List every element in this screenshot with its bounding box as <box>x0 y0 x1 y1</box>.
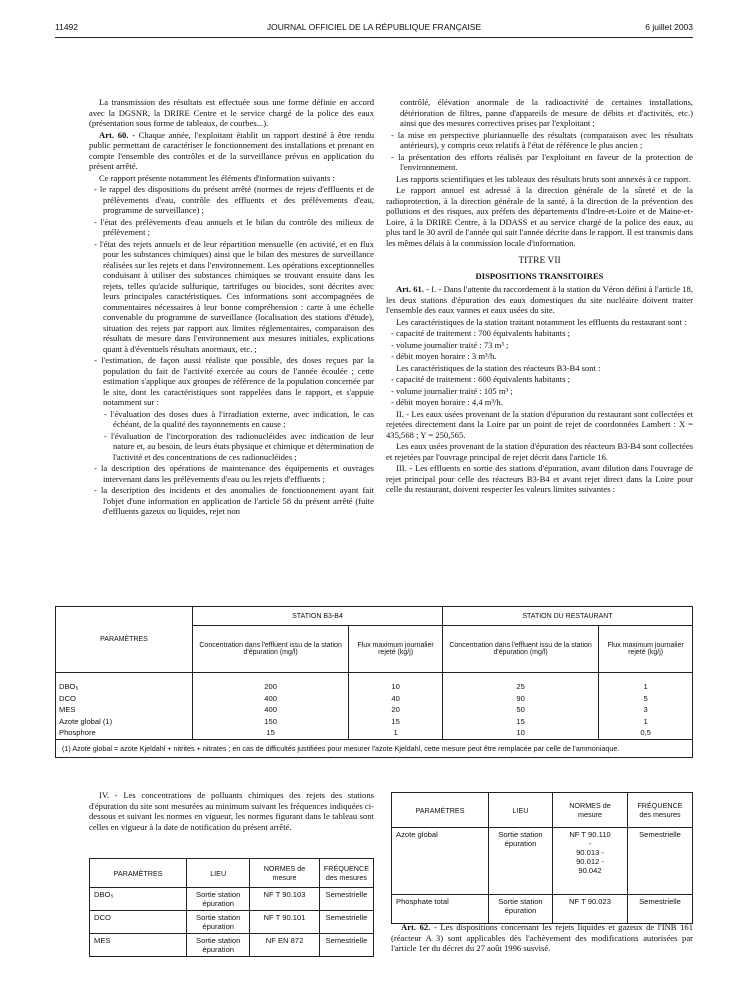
param-header: PARAMÈTRES <box>56 607 193 673</box>
frequency-table-2 <box>391 792 693 924</box>
norme-value: 90.012 - <box>576 857 604 866</box>
group-header-restaurant: STATION DU RESTAURANT <box>442 607 692 626</box>
value-cell: 150 <box>193 716 349 728</box>
freq-cell: Semestrielle <box>628 895 693 924</box>
norme-value: NF T 90.110 <box>569 830 611 839</box>
report-items-list-cont <box>386 130 693 173</box>
list-item: - volume journalier traité : 73 m³ ; <box>391 339 509 350</box>
lieu-cell: Sortie station épuration <box>489 895 553 924</box>
value-cell: 15 <box>349 716 443 728</box>
article-label: Art. 61. <box>396 284 424 294</box>
norme-cell: NF T 90.023 <box>553 895 628 924</box>
article-text: - Chaque année, l'exploitant établit un rapport destiné à être rendu public permettant de caractériser le fonctionnement des installations et prenant en compte l'ensemble des contrôles et de la surveillance prévus en application du présent arrêté. <box>89 129 374 171</box>
lieu-cell: Sortie station épuration <box>187 934 250 957</box>
value-cell: 15 <box>193 727 349 739</box>
norme-value: - <box>588 839 592 848</box>
sub-list-item: - l'évaluation des doses dues à l'irradiation externe, avec indication, le cas échéant, de la qualité des rayonnements en cause ; <box>104 408 374 429</box>
value-cell: 50 <box>442 704 598 716</box>
conc-header: Concentration dans l'effluent issu de la station d'épuration (mg/l) <box>193 626 349 673</box>
article-60 <box>89 130 374 172</box>
norme-cell: NF T 90.103 <box>250 888 320 911</box>
param-cell: DBO₅ <box>56 681 193 693</box>
flux-header: Flux maximum journalier rejeté (kg/j) <box>599 626 693 673</box>
value-cell: 400 <box>193 693 349 705</box>
b3b4-station-list <box>386 374 693 408</box>
value-cell: 20 <box>349 704 443 716</box>
journal-title: JOURNAL OFFICIEL DE LA RÉPUBLIQUE FRANÇAISE <box>266 22 482 32</box>
list-item: - la présentation des efforts réalisés par l'exploitant en faveur de la protection de l'environnement. <box>391 151 693 172</box>
header-rule <box>55 37 693 38</box>
article-label: Art. 60. <box>99 129 129 140</box>
list-item: - le rappel des dispositions du présent arrêté (normes de rejets d'effluents et de prélèvements d'eau, contrôle des effluents et des prélèvements d'eau, programme de surveillance) ; <box>94 184 374 215</box>
limits-table <box>55 606 693 758</box>
param-cell: Azote global <box>392 828 489 895</box>
lieu-header: LIEU <box>489 793 553 828</box>
param-cell: Azote global (1) <box>56 716 193 728</box>
param-cell: DBO₅ <box>90 888 187 911</box>
value-cell: 200 <box>193 681 349 693</box>
table-row <box>56 727 693 739</box>
value-cell: 3 <box>599 704 693 716</box>
norme-cell: NF T 90.101 <box>250 911 320 934</box>
list-item: - la mise en perspective pluriannuelle des résultats (comparaison avec les résultats antérieurs), y compris ceux relatifs à l'état de référence le plus ancien ; <box>391 129 693 150</box>
section-iv <box>89 790 374 833</box>
paragraph: Les rapports scientifiques et les tableaux des résultats bruts sont annexés à ce rapport. <box>396 173 691 184</box>
table-row <box>392 895 693 924</box>
normes-header: NORMES de mesure <box>250 859 320 888</box>
paragraph: Les eaux usées provenant de la station d'épuration des réacteurs B3-B4 sont collectées et rejetées par l'ouvrage principal de rejet décrit dans l'article 16. <box>386 441 693 462</box>
paragraph: III. - Les effluents en sortie des stations d'épuration, avant dilution dans l'ouvrage de rejet principal pour celle des réacteurs B3-B4 et avant rejet direct dans la Loire pour celle du restaurant, doivent respecter les valeurs limites suivantes : <box>386 463 693 494</box>
list-item: - capacité de traitement : 700 équivalents habitants ; <box>391 328 570 338</box>
table-row <box>90 934 374 957</box>
lieu-header: LIEU <box>187 859 250 888</box>
article-label: Art. 62. <box>401 922 431 932</box>
list-item: - l'état des rejets annuels et de leur répartition mensuelle (en activité, et en flux pour les substances chimiques) ainsi que le bilan des mesures de surveillance réalisées sur les rejets et dans l'environnement. Les opérations exceptionnelles conduisant à utiliser des substances chimiques se trouvant ensuite dans les rejets, telles qu'acide sulfurique, tartrifuges ou biocides, sont décrites avec leurs principales caractéristiques. Ces informations sont accompagnées de commentaires nécessaires à leur bonne compréhension : carte à une échelle convenable du programme de surveillance (localisation des stations d'étude), situation des rejets par rapport aux limites réglementaires, comparaison des résultats de mesure dans l'environnement aux mesures initiales, explications quant à d'éventuels résultats anormaux, etc. ; <box>94 238 374 354</box>
right-column <box>386 97 693 496</box>
list-item: - volume journalier traité : 105 m³ ; <box>391 385 513 396</box>
freq-cell: Semestrielle <box>628 828 693 895</box>
value-cell: 10 <box>349 681 443 693</box>
issue-date: 6 juillet 2003 <box>645 22 693 32</box>
paragraph: Le rapport annuel est adressé à la direction générale de la sûreté et de la radioprotection, à la direction générale de la santé, à la direction de la prévention des pollutions et des risques, aux préfets des départements d'Indre-et-Loire et de Maine-et-Loire, à la DRIRE Centre, à la DDASS et au service chargé de la police des eaux, au plus tard le 30 avril de l'année qui suit l'année décrite dans le rapport. Il est transmis dans les mêmes délais à la commission locale d'information. <box>386 185 693 248</box>
paragraph: Les caractéristiques de la station traitant notamment les effluents du restaurant sont : <box>396 316 687 327</box>
table-row <box>90 888 374 911</box>
lieu-cell: Sortie station épuration <box>187 888 250 911</box>
article-61 <box>386 284 693 316</box>
list-item: - la description des incidents et des anomalies de fonctionnement ayant fait l'objet d'une information en application de l'article 58 du présent arrêté (fuite d'effluents gazeux ou liquides, rejet non <box>94 485 374 516</box>
section-subtitle: DISPOSITIONS TRANSITOIRES <box>475 270 604 281</box>
normes-header: NORMES de mesure <box>553 793 628 828</box>
param-cell: Phosphore <box>56 727 193 739</box>
lieu-cell: Sortie station épuration <box>187 911 250 934</box>
article-text: - I. - Dans l'attente du raccordement à la station du Véron défini à l'article 18, les deux stations d'épuration des eaux domestiques du site nucléaire doivent traiter l'ensemble des eaux vannes et eaux usées du site. <box>386 284 694 315</box>
value-cell: 10 <box>442 727 598 739</box>
paragraph: IV. - Les concentrations de polluants chimiques des rejets des stations d'épuration du site sont mesurées au minimum suivant les fréquences indiquées ci-dessous et suivant les normes en vigueur, les normes figurant dans le tableau sont celles en vigueur à la date de notification du présent arrêté. <box>89 790 374 832</box>
restaurant-station-list <box>386 328 693 362</box>
norme-value: 90.042 <box>578 866 602 875</box>
value-cell: 1 <box>349 727 443 739</box>
report-items-list <box>89 184 374 517</box>
table-row <box>90 911 374 934</box>
table-row <box>56 681 693 693</box>
norme-cell: NF EN 872 <box>250 934 320 957</box>
param-header: PARAMÈTRES <box>90 859 187 888</box>
value-cell: 1 <box>599 681 693 693</box>
paragraph: La transmission des résultats est effectuée sous une forme définie en accord avec la DGSNR, la DRIRE Centre et le service chargé de la police des eaux (présentation sous forme de tableaux, de courbes...). <box>89 97 374 128</box>
norme-cell <box>553 828 628 895</box>
lieu-cell: Sortie station épuration <box>489 828 553 895</box>
value-cell: 90 <box>442 693 598 705</box>
left-column <box>89 97 374 518</box>
page-number: 11492 <box>55 22 79 32</box>
article-text: - Les dispositions concernant les rejets liquides et gazeux de l'INB 161 (réacteur A 3) sont applicables dès l'achèvement des modifications autorisées par l'article 1er du décret du 27 août 1996 susvisé. <box>391 922 693 953</box>
paragraph: contrôlé, élévation anormale de la radioactivité de certaines installations, détérioration de filtres, panne d'appareils de mesure de débits et d'activités, etc.) ainsi que des mesures correctives prises par l'exploitant ; <box>400 97 693 128</box>
paragraph: II. - Les eaux usées provenant de la station d'épuration du restaurant sont collectées et rejetées directement dans la Loire par un point de rejet de coordonnées Lambert : X = 435,568 ; Y = 250,565. <box>386 408 693 440</box>
list-item: - l'estimation, de façon aussi réaliste que possible, des doses reçues par la population du fait de l'activité exercée au cours de l'année écoulée ; cette estimation s'applique aux groupes de référence de la population concernée par le site, dont les caractéristiques sont rappelées dans le rapport, et s'appuie notamment sur : <box>94 355 374 407</box>
value-cell: 5 <box>599 693 693 705</box>
flux-header: Flux maximum journalier rejeté (kg/j) <box>349 626 443 673</box>
title-vii: TITRE VII <box>518 256 561 266</box>
conc-header: Concentration dans l'effluent issu de la station d'épuration (mg/l) <box>442 626 598 673</box>
value-cell: 1 <box>599 716 693 728</box>
paragraph: Ce rapport présente notamment les éléments d'information suivants : <box>99 172 335 183</box>
list-item: - capacité de traitement : 600 équivalents habitants ; <box>391 374 570 384</box>
norme-value: 90.013 - <box>576 848 604 857</box>
value-cell: 15 <box>442 716 598 728</box>
table-footnote: (1) Azote global = azote Kjeldahl + nitrites + nitrates ; en cas de difficultés justifiées pour mesurer l'azote Kjeldahl, cette mesure peut être remplacée par celle de l'ammoniaque. <box>56 739 693 757</box>
param-cell: MES <box>56 704 193 716</box>
table-row <box>56 704 693 716</box>
param-cell: MES <box>90 934 187 957</box>
list-item: - débit moyen horaire : 4,4 m³/h. <box>391 397 503 407</box>
list-item: - débit moyen horaire : 3 m³/h. <box>391 351 497 361</box>
value-cell: 0,5 <box>599 727 693 739</box>
paragraph: Les caractéristiques de la station des réacteurs B3-B4 sont : <box>396 362 601 373</box>
freq-header: FRÉQUENCE des mesures <box>319 859 373 888</box>
table-row <box>56 716 693 728</box>
param-cell: DCO <box>56 693 193 705</box>
frequency-table-1 <box>89 858 374 957</box>
article-62 <box>391 922 693 954</box>
table-row <box>56 693 693 705</box>
param-cell: Phosphate total <box>392 895 489 924</box>
param-header: PARAMÈTRES <box>392 793 489 828</box>
article-62-block <box>391 922 693 955</box>
list-item: - la description des opérations de maintenance des équipements et ouvrages intervenant dans les prélèvements d'eau ou les rejets d'effluents ; <box>94 463 374 484</box>
list-item: - l'état des prélèvements d'eau annuels et le bilan du contrôle des milieux de prélèvement ; <box>94 216 374 237</box>
freq-cell: Semestrielle <box>319 934 373 957</box>
freq-cell: Semestrielle <box>319 888 373 911</box>
freq-cell: Semestrielle <box>319 911 373 934</box>
value-cell: 25 <box>442 681 598 693</box>
sub-list-item: - l'évaluation de l'incorporation des radionucléides avec indication de leur nature et, au besoin, de leurs états physique et chimique et détermination de l'activité et des concentrations de ces radionucléides ; <box>104 430 374 462</box>
value-cell: 400 <box>193 704 349 716</box>
param-cell: DCO <box>90 911 187 934</box>
group-header-b3b4: STATION B3-B4 <box>193 607 443 626</box>
freq-header: FRÉQUENCE des mesures <box>628 793 693 828</box>
value-cell: 40 <box>349 693 443 705</box>
table-row <box>392 828 693 895</box>
